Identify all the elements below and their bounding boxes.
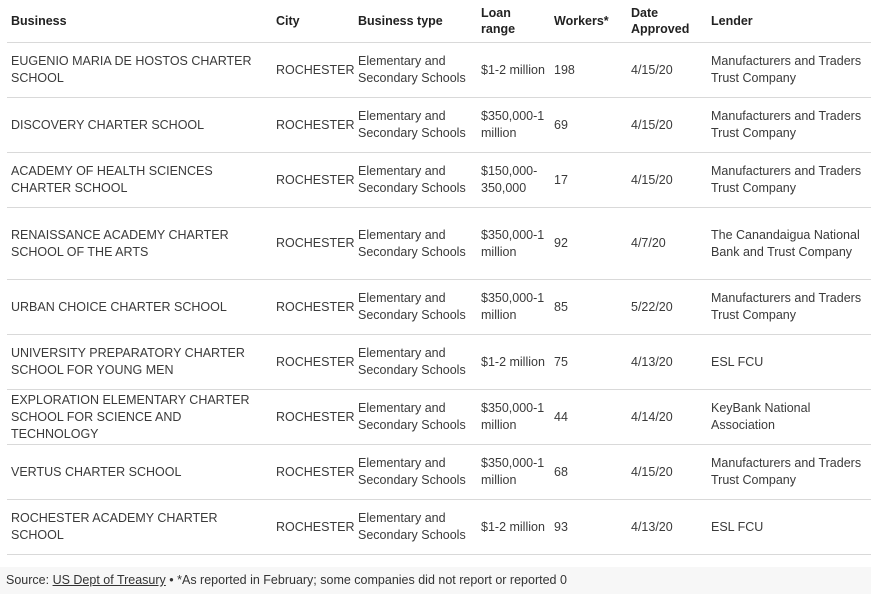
cell-loan-range: $1-2 million [477,500,550,555]
cell-business: DISCOVERY CHARTER SCHOOL [7,98,272,153]
table-row [7,390,871,445]
cell-workers: 92 [550,208,627,280]
cell-city: ROCHESTER [272,98,354,153]
cell-business-type: Elementary and Secondary Schools [354,280,477,335]
cell-business-type: Elementary and Secondary Schools [354,98,477,153]
header-business: Business [7,0,272,43]
cell-lender: The Canandaigua National Bank and Trust Company [707,208,871,280]
cell-business: UNIVERSITY PREPARATORY CHARTER SCHOOL FOR YOUNG MEN [7,335,272,390]
header-business-type: Business type [354,0,477,43]
table-header-row [7,0,871,43]
cell-lender: Manufacturers and Traders Trust Company [707,43,871,98]
cell-business: VERTUS CHARTER SCHOOL [7,445,272,500]
source-footer [0,567,871,594]
cell-lender: Manufacturers and Traders Trust Company [707,445,871,500]
table-row [7,208,871,280]
cell-loan-range: $150,000-350,000 [477,153,550,208]
cell-lender: ESL FCU [707,335,871,390]
cell-business-type: Elementary and Secondary Schools [354,335,477,390]
cell-loan-range: $350,000-1 million [477,280,550,335]
cell-city: ROCHESTER [272,280,354,335]
cell-city: ROCHESTER [272,390,354,445]
source-link[interactable]: US Dept of Treasury [52,573,166,587]
cell-workers: 17 [550,153,627,208]
header-lender: Lender [707,0,871,43]
footnote-text: • *As reported in February; some companies did not report or reported 0 [165,573,567,587]
cell-date-approved: 4/13/20 [627,335,707,390]
loans-table-container [7,0,871,555]
table-row [7,43,871,98]
cell-lender: Manufacturers and Traders Trust Company [707,153,871,208]
source-prefix: Source: [6,573,53,587]
table-row [7,280,871,335]
cell-workers: 93 [550,500,627,555]
cell-workers: 75 [550,335,627,390]
cell-business: ROCHESTER ACADEMY CHARTER SCHOOL [7,500,272,555]
cell-lender: Manufacturers and Traders Trust Company [707,280,871,335]
cell-lender: ESL FCU [707,500,871,555]
cell-business-type: Elementary and Secondary Schools [354,43,477,98]
header-loan-range: Loan range [477,0,550,43]
cell-date-approved: 4/7/20 [627,208,707,280]
cell-date-approved: 4/15/20 [627,98,707,153]
cell-loan-range: $350,000-1 million [477,445,550,500]
header-workers: Workers* [550,0,627,43]
cell-loan-range: $1-2 million [477,43,550,98]
cell-loan-range: $350,000-1 million [477,98,550,153]
cell-workers: 85 [550,280,627,335]
cell-business: URBAN CHOICE CHARTER SCHOOL [7,280,272,335]
loans-table [7,0,871,555]
cell-date-approved: 4/15/20 [627,445,707,500]
cell-workers: 69 [550,98,627,153]
table-row [7,98,871,153]
cell-date-approved: 4/15/20 [627,153,707,208]
cell-city: ROCHESTER [272,43,354,98]
cell-city: ROCHESTER [272,445,354,500]
cell-date-approved: 5/22/20 [627,280,707,335]
table-row [7,335,871,390]
cell-city: ROCHESTER [272,153,354,208]
cell-city: ROCHESTER [272,500,354,555]
cell-business-type: Elementary and Secondary Schools [354,390,477,445]
cell-lender: KeyBank National Association [707,390,871,445]
cell-business-type: Elementary and Secondary Schools [354,500,477,555]
cell-business-type: Elementary and Secondary Schools [354,208,477,280]
table-row [7,500,871,555]
cell-business: RENAISSANCE ACADEMY CHARTER SCHOOL OF THE ARTS [7,208,272,280]
cell-business: ACADEMY OF HEALTH SCIENCES CHARTER SCHOOL [7,153,272,208]
cell-business-type: Elementary and Secondary Schools [354,445,477,500]
table-row [7,445,871,500]
cell-business: EXPLORATION ELEMENTARY CHARTER SCHOOL FOR SCIENCE AND TECHNOLOGY [7,390,272,445]
cell-date-approved: 4/14/20 [627,390,707,445]
table-row [7,153,871,208]
cell-loan-range: $350,000-1 million [477,390,550,445]
cell-date-approved: 4/15/20 [627,43,707,98]
cell-workers: 68 [550,445,627,500]
cell-loan-range: $1-2 million [477,335,550,390]
header-date-approved: Date Approved [627,0,707,43]
cell-loan-range: $350,000-1 million [477,208,550,280]
cell-workers: 198 [550,43,627,98]
cell-city: ROCHESTER [272,335,354,390]
cell-date-approved: 4/13/20 [627,500,707,555]
cell-lender: Manufacturers and Traders Trust Company [707,98,871,153]
cell-business: EUGENIO MARIA DE HOSTOS CHARTER SCHOOL [7,43,272,98]
cell-business-type: Elementary and Secondary Schools [354,153,477,208]
cell-city: ROCHESTER [272,208,354,280]
cell-workers: 44 [550,390,627,445]
header-city: City [272,0,354,43]
